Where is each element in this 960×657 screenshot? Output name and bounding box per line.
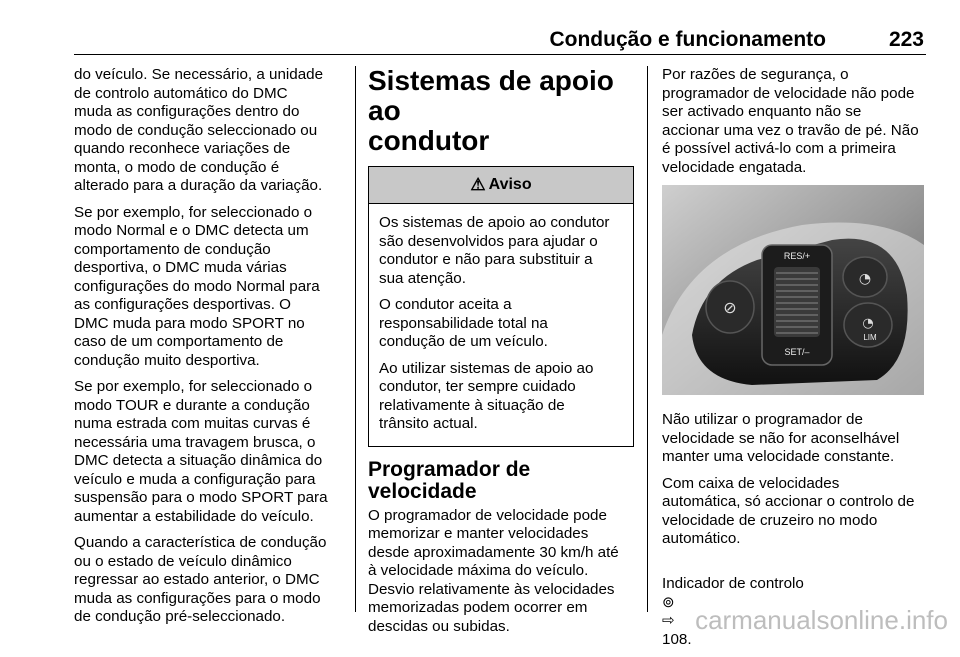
column-divider	[355, 66, 356, 612]
cruise-control-indicator-icon: ⊚	[662, 593, 675, 611]
section-title: Sistemas de apoio ao condutor	[368, 65, 614, 156]
column-divider	[647, 66, 648, 612]
page-header	[74, 22, 926, 55]
paragraph: do veículo. Se necessário, a unidade de controlo automático do DMC muda as configurações dentro do modo de condução seleccionado ou quando reconhece variações de monta, o modo de condução é alterado para a duração da variação.	[74, 66, 324, 194]
photo-lim-label: LIM	[863, 333, 877, 342]
page-number: 223	[888, 28, 924, 51]
warning-paragraph: Ao utilizar sistemas de apoio ao condutor, ter sempre cuidado relativamente à situação de trânsito actual.	[379, 359, 594, 432]
cruise-control-buttons-photo	[662, 185, 924, 395]
warning-paragraph: O condutor aceita a responsabilidade total na condução de um veículo.	[379, 296, 548, 350]
column-1	[74, 66, 346, 635]
header-title: Condução e funcionamento	[549, 28, 826, 51]
column-3	[662, 66, 928, 657]
subsection-title: Programador de velocidade	[368, 457, 531, 503]
page-reference-arrow-icon: ⇨	[662, 612, 675, 629]
paragraph: Com caixa de velocidades automática, só accionar o controlo de velocidade de cruzeiro no modo automático.	[662, 474, 915, 547]
warning-label: Aviso	[488, 175, 532, 193]
photo-set-label: SET/–	[784, 347, 810, 357]
warning-box	[368, 166, 634, 447]
paragraph: O programador de velocidade pode memorizar e manter velocidades desde aproximadamente 30 km/h até à velocidade máxima do veículo. Desvio relativamente às velocidades memorizadas podem ocorrer em descidas ou subidas.	[368, 506, 619, 635]
paragraph: Se por exemplo, for seleccionado o modo TOUR e durante a condução numa estrada com muitas curvas é necessária uma travagem brusca, o DMC detecta a situação dinâmica do veículo e muda a configuração para suspensão para o modo SPORT para aumentar a estabilidade do veículo.	[74, 378, 328, 525]
paragraph: Se por exemplo, for seleccionado o modo Normal e o DMC detecta um comportamento de condução desportiva, o DMC muda várias configurações do modo Normal para as configurações desportivas. O DMC muda para modo SPORT no caso de um comportamento de condução muito desportiva.	[74, 203, 320, 369]
watermark: carmanualsonline.info	[695, 605, 948, 635]
photo-res-label: RES/+	[783, 251, 811, 261]
paragraph: Quando a característica de condução ou o estado de veículo dinâmico regressar ao estado anterior, o DMC muda as configurações para o modo de condução pré-seleccionado.	[74, 534, 327, 625]
column-2	[368, 66, 634, 644]
indicator-text: Indicador de controlo	[662, 575, 804, 592]
paragraph: Não utilizar o programador de velocidade se não for aconselhável manter uma velocidade constante.	[662, 411, 900, 465]
paragraph: Por razões de segurança, o programador de velocidade não pode ser activado enquanto não se accionar uma vez o travão de pé. Não é possível activá-lo com a primeira velocidade engatada.	[662, 66, 919, 176]
warning-body	[369, 204, 633, 446]
svg-text:◔: ◔	[862, 316, 874, 331]
warning-paragraph: Os sistemas de apoio ao condutor são desenvolvidos para ajudar o condutor e não para substituir a sua atenção.	[379, 214, 610, 287]
svg-text:⊘: ⊘	[723, 298, 737, 317]
svg-text:◔: ◔	[858, 271, 872, 287]
indicator-page-ref: 108.	[662, 630, 692, 648]
warning-triangle-icon: ⚠	[470, 174, 486, 194]
warning-header	[369, 167, 633, 204]
